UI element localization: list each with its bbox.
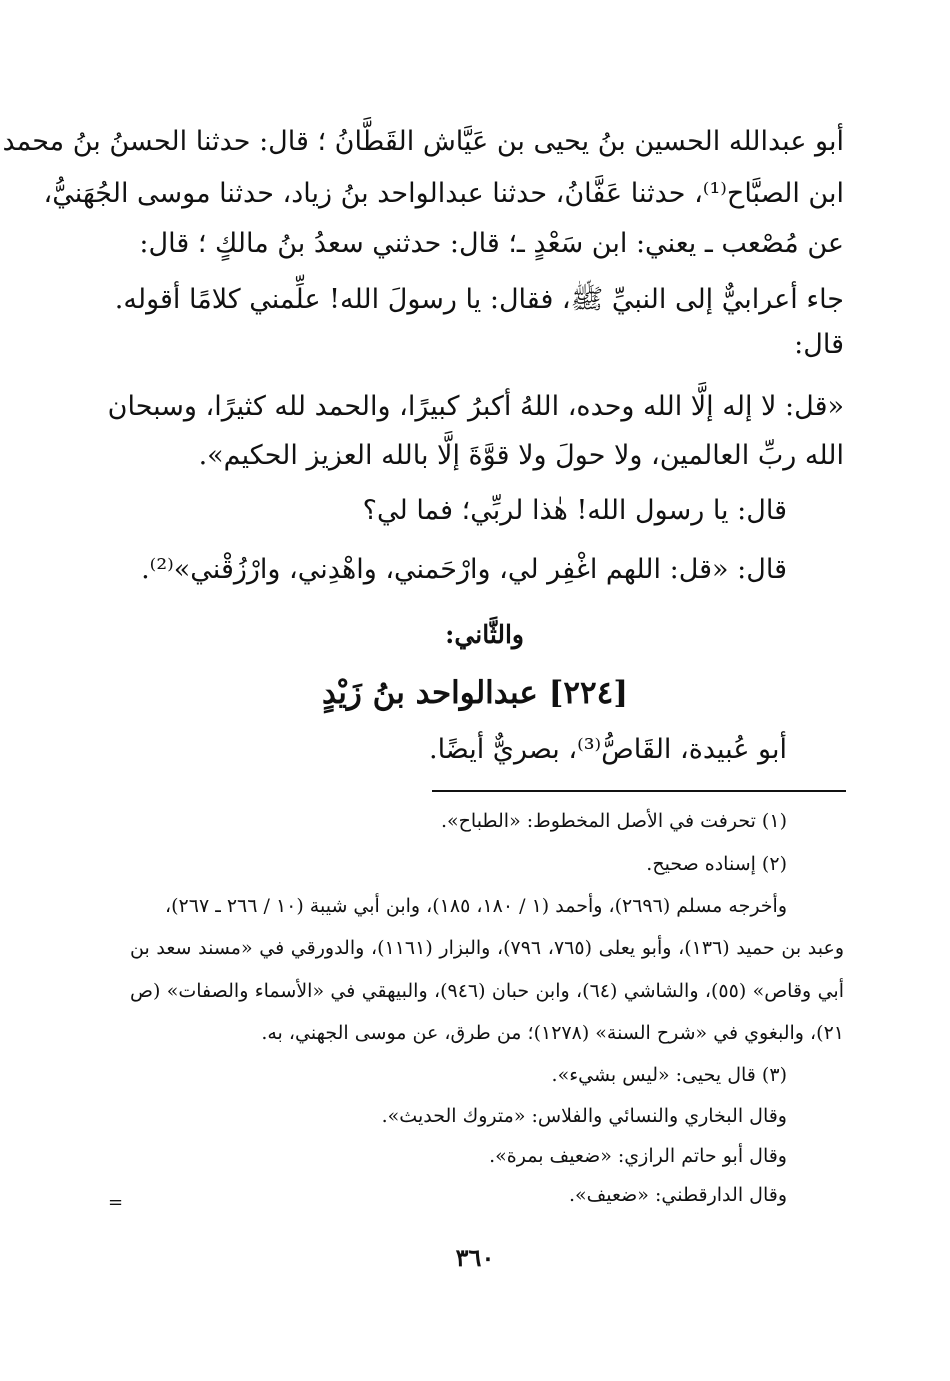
footnote-line-9: وقال أبو حاتم الرازي: «ضعيف بمرة».: [489, 1145, 787, 1167]
footnote-separator: [432, 790, 846, 792]
continuation-mark: =: [108, 1192, 124, 1213]
body-line-8: قال: يا رسول الله! هٰذا لربِّي؛ فما لي؟: [362, 495, 787, 526]
body-line-9: قال: «قل: اللهم اغْفِر لي، وارْحَمني، واهْدِني، وارْزُقْني»⁽²⁾.: [141, 554, 787, 585]
footnote-line-8: وقال البخاري والنسائي والفلاس: «متروك الحديث».: [381, 1105, 787, 1127]
footnote-line-2: (٢) إسناده صحيح.: [646, 853, 787, 875]
footnote-line-6: ٢١)، والبغوي في «شرح السنة» (١٢٧٨)؛ من طرق، عن موسى الجهني، به.: [261, 1022, 844, 1044]
body-line-1: أبو عبدالله الحسين بنُ يحيى بن عَيَّاش القَطَّانُ ؛ قال: حدثنا الحسنُ بنُ محمد: [2, 126, 844, 157]
body-line-2: ابن الصبَّاح⁽¹⁾، حدثنا عَفَّانُ، حدثنا عبدالواحد بنُ زياد، حدثنا موسى الجُهَنيُّ،: [43, 178, 844, 209]
body-line-3: عن مُصْعب ـ يعني: ابن سَعْدٍ ـ؛ قال: حدثني سعدُ بنُ مالكٍ ؛ قال:: [139, 228, 844, 259]
body-line-5: قال:: [794, 329, 844, 360]
footnote-line-1: (١) تحرفت في الأصل المخطوط: «الطباح».: [440, 810, 787, 832]
footnote-line-7: (٣) قال يحيى: «ليس بشيء».: [551, 1064, 787, 1086]
footnote-line-3: وأخرجه مسلم (٢٦٩٦)، وأحمد (١ / ١٨٠، ١٨٥)، وابن أبي شيبة (١٠ / ٢٦٦ ـ ٢٦٧)،: [165, 895, 787, 917]
body-line-4: جاء أعرابيٌّ إلى النبيِّ ﷺ، فقال: يا رسولَ الله! علِّمني كلامًا أقوله.: [114, 284, 844, 315]
entry-line: أبو عُبيدة، القَاصُّ⁽³⁾، بصريٌّ أيضًا.: [428, 734, 787, 765]
body-line-6: «قل: لا إله إلَّا الله وحده، اللهُ أكبرُ كبيرًا، والحمد لله كثيرًا، وسبحان: [107, 391, 844, 422]
second-label: والثَّاني:: [445, 620, 524, 649]
footnote-line-5: أبي وقاص» (٥٥)، والشاشي (٦٤)، وابن حبان (٩٤٦)، والبيهقي في «الأسماء والصفات» (ص: [130, 980, 844, 1002]
entry-heading: [٢٢٤] عبدالواحد بنُ زَيْدٍ: [321, 675, 628, 711]
footnote-line-4: وعبد بن حميد (١٣٦)، وأبو يعلى (٧٦٥، ٧٩٦)، والبزار (١١٦١)، والدورقي في «مسند سعد بن: [130, 937, 845, 959]
footnote-line-10: وقال الدارقطني: «ضعيف».: [568, 1184, 787, 1206]
page-number: ٣٦٠: [455, 1243, 495, 1272]
body-line-7: الله ربِّ العالمين، ولا حولَ ولا قوَّةَ إلَّا بالله العزيز الحكيم».: [198, 440, 844, 471]
